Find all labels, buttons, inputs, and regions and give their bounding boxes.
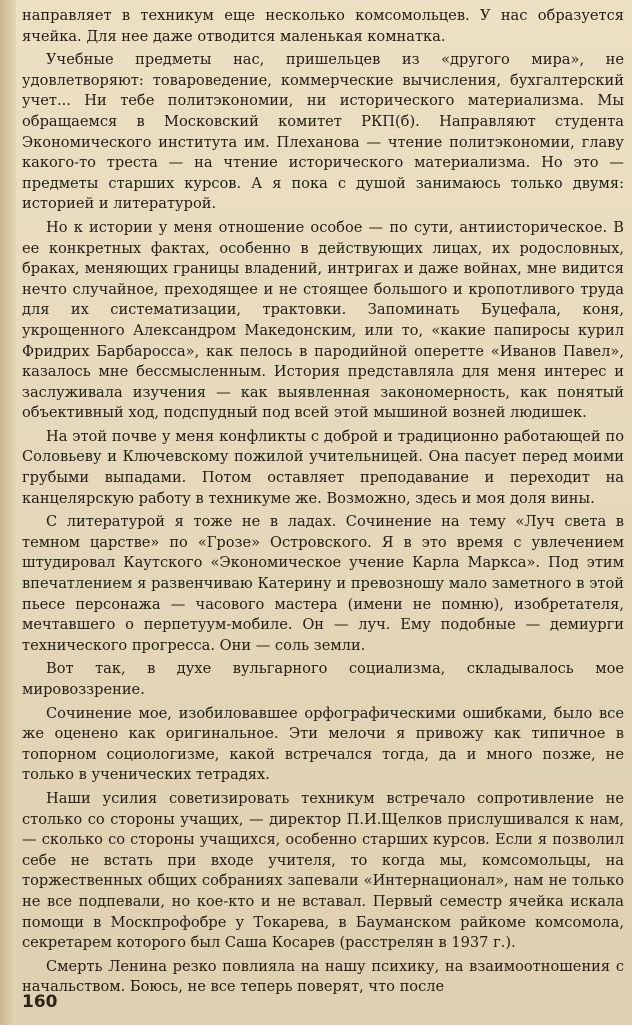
page-body-text [22, 6, 624, 998]
paragraph-1: направляет в техникум еще несколько комсомольцев. У нас образуется ячейка. Для нее даже отводится маленькая комнатка. [22, 7, 624, 45]
paragraph-6: Вот так, в духе вульгарного социализма, складывалось мое мировоззрение. [22, 660, 624, 698]
paragraph-2: Учебные предметы нас, пришельцев из «другого мира», не удовлетворяют: товароведение, коммерческие вычисления, бухгалтерский учет... Ни тебе политэкономии, ни исторического материализма. Мы обращаемся в Московский комитет РКП(б). Направляют студента Экономического института им. Плеханова — чтение политэкономии, главу какого-то треста — на чтение исторического материализма. Но это — предметы старших курсов. А я пока с душой занимаюсь только двумя: историей и литературой. [22, 51, 624, 213]
paragraph-5: С литературой я тоже не в ладах. Сочинение на тему «Луч света в темном царстве» по «Грозе» Островского. Я в это время с увлечением штудировал Каутского «Экономическое учение Карла Маркса». Под этим впечатлением я развенчиваю Катерину и превозношу мало заметного в этой пьесе персонажа — часового мастера (имени не помню), изобретателя, мечтавшего о перпетуум-мобиле. Он — луч. Ему подобные — демиурги технического прогресса. Они — соль земли. [22, 513, 624, 654]
paragraph-7: Сочинение мое, изобиловавшее орфографическими ошибками, было все же оценено как оригинальное. Эти мелочи я привожу как типичное в топорном социологизме, какой встречался тогда, да и много позже, не только в ученических тетрадях. [22, 704, 624, 784]
paragraph-3: Но к истории у меня отношение особое — по сути, антиисторическое. В ее конкретных фактах, особенно в действующих лицах, их родословных, браках, меняющих границы владений, интригах и даже войнах, мне видится нечто случайное, преходящее и не стоящее большого и кропотливого труда для их систематизации, трактовки. Запоминать Буцефала, коня, укрощенного Александром Македонским, или то, «какие папиросы курил Фридрих Барбаросса», как пелось в пародийной оперетте «Иванов Павел», казалось мне бессмысленным. История представляла для меня интерес и заслуживала изучения — как выявленная закономерность, как понятый объективный ход, подспудный под всей этой мышиной возней людишек. [22, 218, 624, 422]
paragraph-8: Наши усилия советизировать техникум встречало сопротивление не столько со стороны учащих, — директор П.И.Щелков прислушивался к нам, — сколько со стороны учащихся, особенно старших курсов. Если я позволил себе не встать при входе учителя, то когда мы, комсомольцы, на торжественных общих собраниях запевали «Интернационал», нам не только не все подпевали, но кое-кто и не вставал. Первый семестр ячейка искала помощи в Москпрофобре у Токарева, в Бауманском райкоме комсомола, секретарем которого был Саша Косарев (расстрелян в 1937 г.). [22, 789, 624, 952]
paragraph-4: На этой почве у меня конфликты с доброй и традиционно работающей по Соловьеву и Ключевскому пожилой учительницей. Она пасует перед моими грубыми выпадами. Потом оставляет преподавание и переходит на канцелярскую работу в техникуме же. Возможно, здесь и моя доля вины. [22, 427, 624, 507]
page-number: 160 [22, 992, 58, 1013]
paragraph-9: Смерть Ленина резко повлияла на нашу психику, на взаимоотношения с начальством. Боюсь, не все теперь поверят, что после [22, 957, 624, 996]
